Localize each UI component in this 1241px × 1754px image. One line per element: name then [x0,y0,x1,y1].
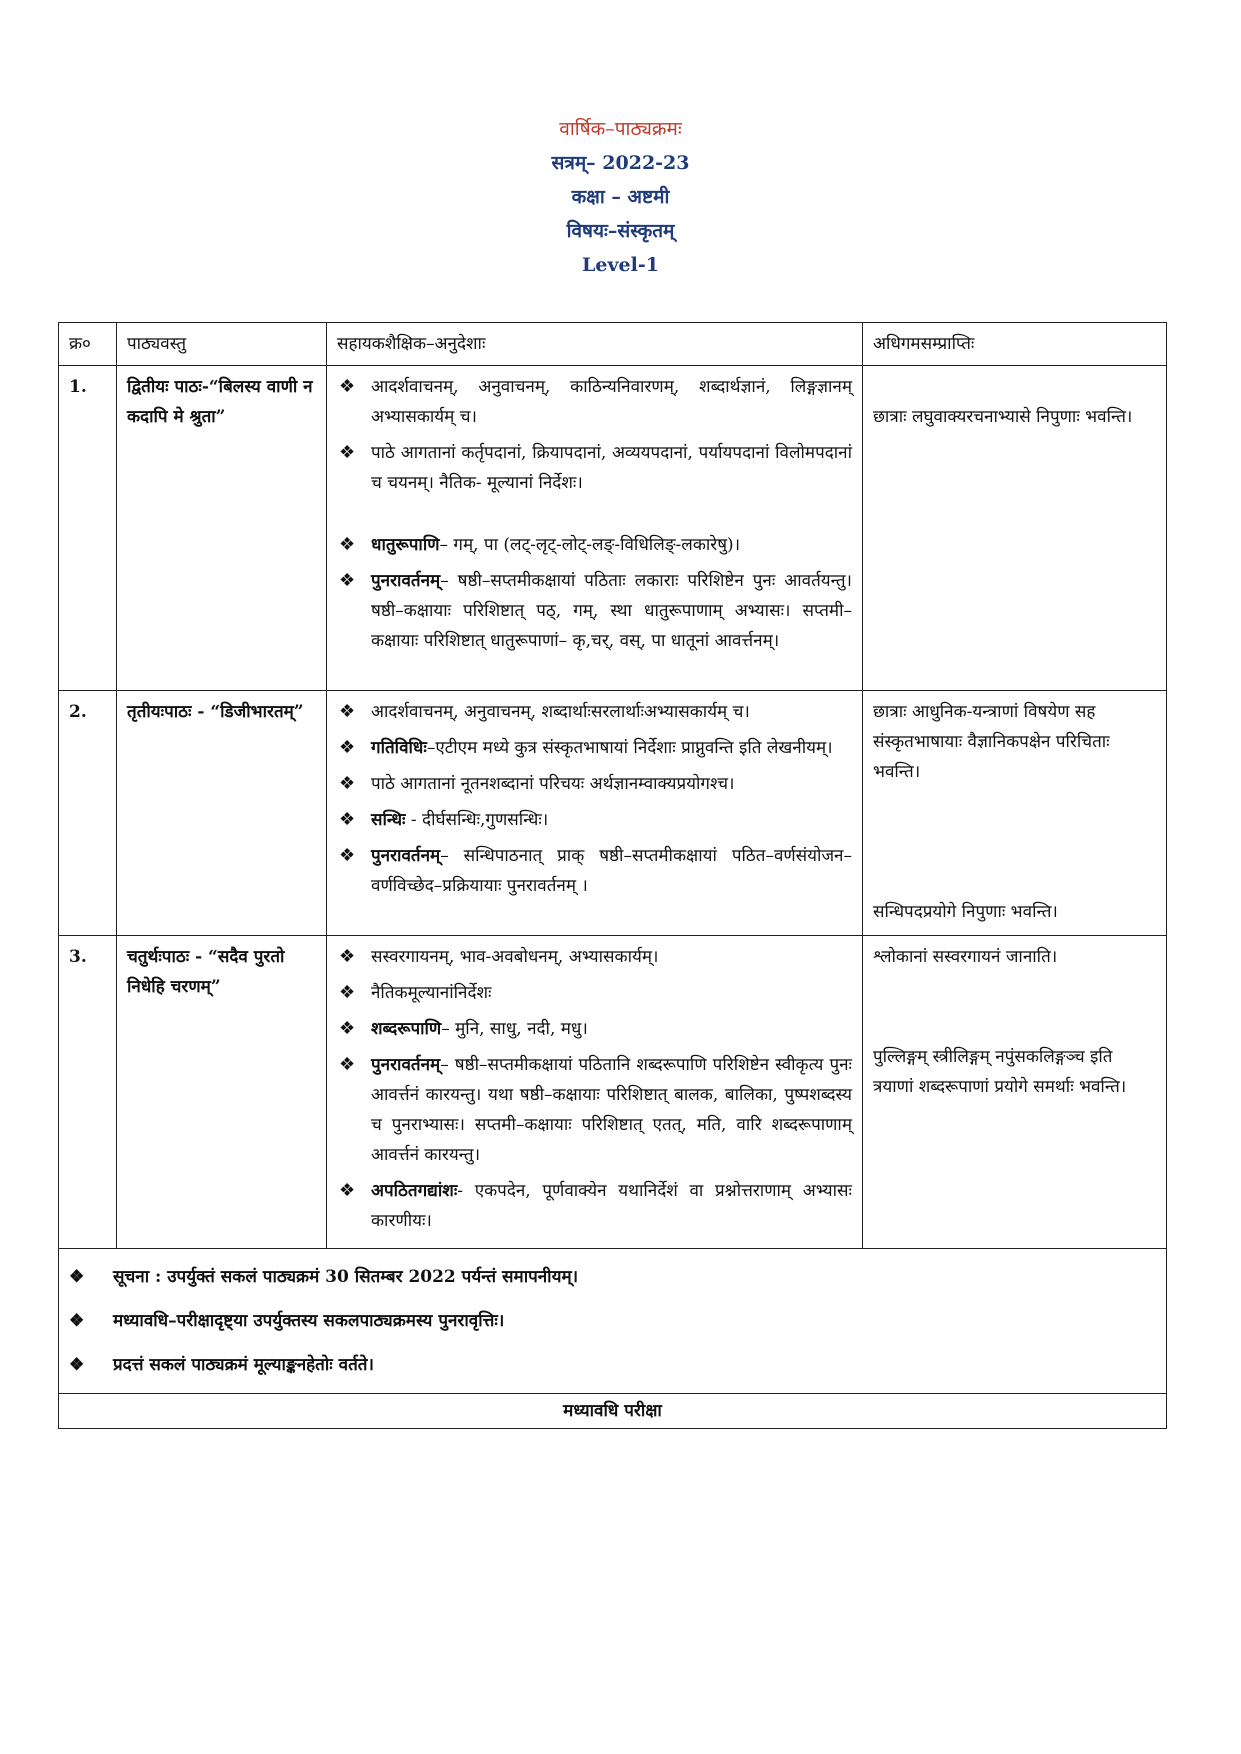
bullet-icon: ❖ [69,1267,85,1287]
instructions-cell [327,366,863,691]
bullet-icon: ❖ [69,1355,85,1375]
syllabus-table [58,322,1167,1429]
note-item: ❖ सूचना : उपर्युक्तं सकलं पाठ्यक्रमं 30 सितम्बर 2022 पर्यन्तं समापनीयम्। [69,1255,1156,1299]
notes-cell [59,1249,1167,1394]
list-item: ❖ पाठे आगतानां नूतनशब्दानां परिचयः अर्थज्ञानम्वाक्यप्रयोगश्च। [337,769,852,799]
outcomes-cell [863,691,1167,936]
footer-row [59,1394,1167,1429]
bullet-icon: ❖ [339,1180,356,1201]
bullet-icon: ❖ [339,982,356,1003]
level-line: Level-1 [582,254,659,276]
instructions-cell [327,936,863,1249]
bullet-icon: ❖ [339,809,356,830]
list-item: ❖ सस्वरगायनम्, भाव-अवबोधनम्, अभ्यासकार्यम्। [337,942,852,972]
outcome-text: पुल्लिङ्गम् स्त्रीलिङ्गम् नपुंसकलिङ्गञ्च इति त्रयाणां शब्दरूपाणां प्रयोगे समर्थाः भवन्ति। [873,1047,1127,1097]
list-item: ❖ शब्दरूपाणि– मुनि, साधु, नदी, मधु। [337,1014,852,1044]
outcomes-cell [863,936,1167,1249]
outcomes-cell [863,366,1167,691]
list-item: ❖ पाठे आगतानां कर्तृपदानां, क्रियापदानां, अव्ययपदानां, पर्यायपदानां विलोमपदानां च चयनम्। नैतिक- मूल्यानां निर्देशः। [337,438,852,498]
bullet-icon: ❖ [339,534,356,555]
note-item: ❖ मध्यावधि–परीक्षादृष्ट्या उपर्युक्तस्य सकलपाठ्यक्रमस्य पुनरावृत्तिः। [69,1299,1156,1343]
list-item: ❖ पुनरावर्तनम्– षष्ठी–सप्तमीकक्षायां पठितानि शब्दरूपाणि परिशिष्टेन स्वीकृत्य पुनः आवर्त्तनं कारयन्तु। यथा षष्ठी–कक्षायाः परिशिष्टात् बालक, बालिका, पुष्पशब्दस्य च पुनराभ्यासः। सप्तमी–कक्षायाः परिशिष्टात् एतत्, मति, वारि शब्दरूपाणाम् आवर्त्तनं कारयन्तु। [337,1050,852,1170]
mid-term-exam-label: मध्यावधि परीक्षा [59,1394,1167,1429]
serial-number: 2. [59,691,117,936]
bullet-icon: ❖ [339,442,356,463]
list-item: ❖ धातुरूपाणि– गम्, पा (लट्-लृट्-लोट्-लङ्-विधिलिङ्-लकारेषु)। [337,530,852,560]
bullet-icon: ❖ [339,376,356,397]
session-line: सत्रम्– 2022-23 [551,152,690,174]
column-header-instructions: सहायकशैक्षिक–अनुदेशाः [327,323,863,366]
serial-number: 3. [59,936,117,1249]
note-item: ❖ प्रदत्तं सकलं पाठ्यक्रमं मूल्याङ्कनहेतोः वर्तते। [69,1343,1156,1387]
bullet-icon: ❖ [69,1311,85,1331]
document-header [0,112,1241,282]
list-item: ❖ पुनरावर्तनम्– सन्धिपाठनात् प्राक् षष्ठी–सप्तमीकक्षायां पठित–वर्णसंयोजन–वर्णविच्छेद–प्रक्रियायाः पुनरावर्तनम् । [337,841,852,901]
outcome-text: सन्धिपदप्रयोगे निपुणाः भवन्ति। [873,902,1058,922]
instructions-cell [327,691,863,936]
outcome-text: छात्राः आधुनिक-यन्त्राणां विषयेण सह संस्कृतभाषायाः वैज्ञानिकपक्षेन परिचिताः भवन्ति। [873,702,1110,782]
class-line: कक्षा – अष्टमी [571,186,670,208]
document-title: वार्षिक–पाठ्यक्रमः [559,118,682,140]
list-item: ❖ आदर्शवाचनम्, अनुवाचनम्, काठिन्यनिवारणम्, शब्दार्थज्ञानं, लिङ्गज्ञानम् अभ्यासकार्यम् च। [337,372,852,432]
column-header-content: पाठ्यवस्तु [117,323,327,366]
serial-number: 1. [59,366,117,691]
outcome-text: छात्राः लघुवाक्यरचनाभ्यासे निपुणाः भवन्ति। [873,407,1133,427]
list-item: ❖ सन्धिः - दीर्घसन्धिः,गुणसन्धिः। [337,805,852,835]
lesson-title: द्वितीयः पाठः-“बिलस्य वाणी न कदापि मे श्रुता” [117,366,327,691]
bullet-icon: ❖ [339,1054,356,1075]
table-header-row [59,323,1167,366]
bullet-icon: ❖ [339,845,356,866]
column-header-outcomes: अधिगमसम्प्राप्तिः [863,323,1167,366]
subject-line: विषयः–संस्कृतम् [566,220,675,242]
list-item: ❖ अपठितगद्यांशः- एकपदेन, पूर्णवाक्येन यथानिर्देशं वा प्रश्नोत्तराणाम् अभ्यासः कारणीयः। [337,1176,852,1236]
table-row [59,936,1167,1249]
notes-row [59,1249,1167,1394]
list-item: ❖ नैतिकमूल्यानांनिर्देशः [337,978,852,1008]
bullet-icon: ❖ [339,1018,356,1039]
bullet-icon: ❖ [339,570,356,591]
bullet-icon: ❖ [339,773,356,794]
bullet-icon: ❖ [339,737,356,758]
bullet-icon: ❖ [339,946,356,967]
list-item: ❖ गतिविधिः–एटीएम मध्ये कुत्र संस्कृतभाषायां निर्देशाः प्राप्नुवन्ति इति लेखनीयम्। [337,733,852,763]
list-item: ❖ आदर्शवाचनम्, अनुवाचनम्, शब्दार्थाःसरलार्थाःअभ्यासकार्यम् च। [337,697,852,727]
list-item: ❖ पुनरावर्तनम्– षष्ठी–सप्तमीकक्षायां पठिताः लकाराः परिशिष्टेन पुनः आवर्तयन्तु। षष्ठी–कक्षायाः परिशिष्टात् पठ्, गम्, स्था धातुरूपाणाम् अभ्यासः। सप्तमी–कक्षायाः परिशिष्टात् धातुरूपाणां– कृ,चर्, वस्, पा धातूनां आवर्त्तनम्। [337,566,852,656]
column-header-serial: क्र० [59,323,117,366]
bullet-icon: ❖ [339,701,356,722]
lesson-title: चतुर्थःपाठः - “सदैव पुरतो निधेहि चरणम्” [117,936,327,1249]
lesson-title: तृतीयःपाठः - “डिजीभारतम्” [117,691,327,936]
table-row [59,366,1167,691]
table-row [59,691,1167,936]
outcome-text: श्लोकानां सस्वरगायनं जानाति। [873,947,1058,967]
